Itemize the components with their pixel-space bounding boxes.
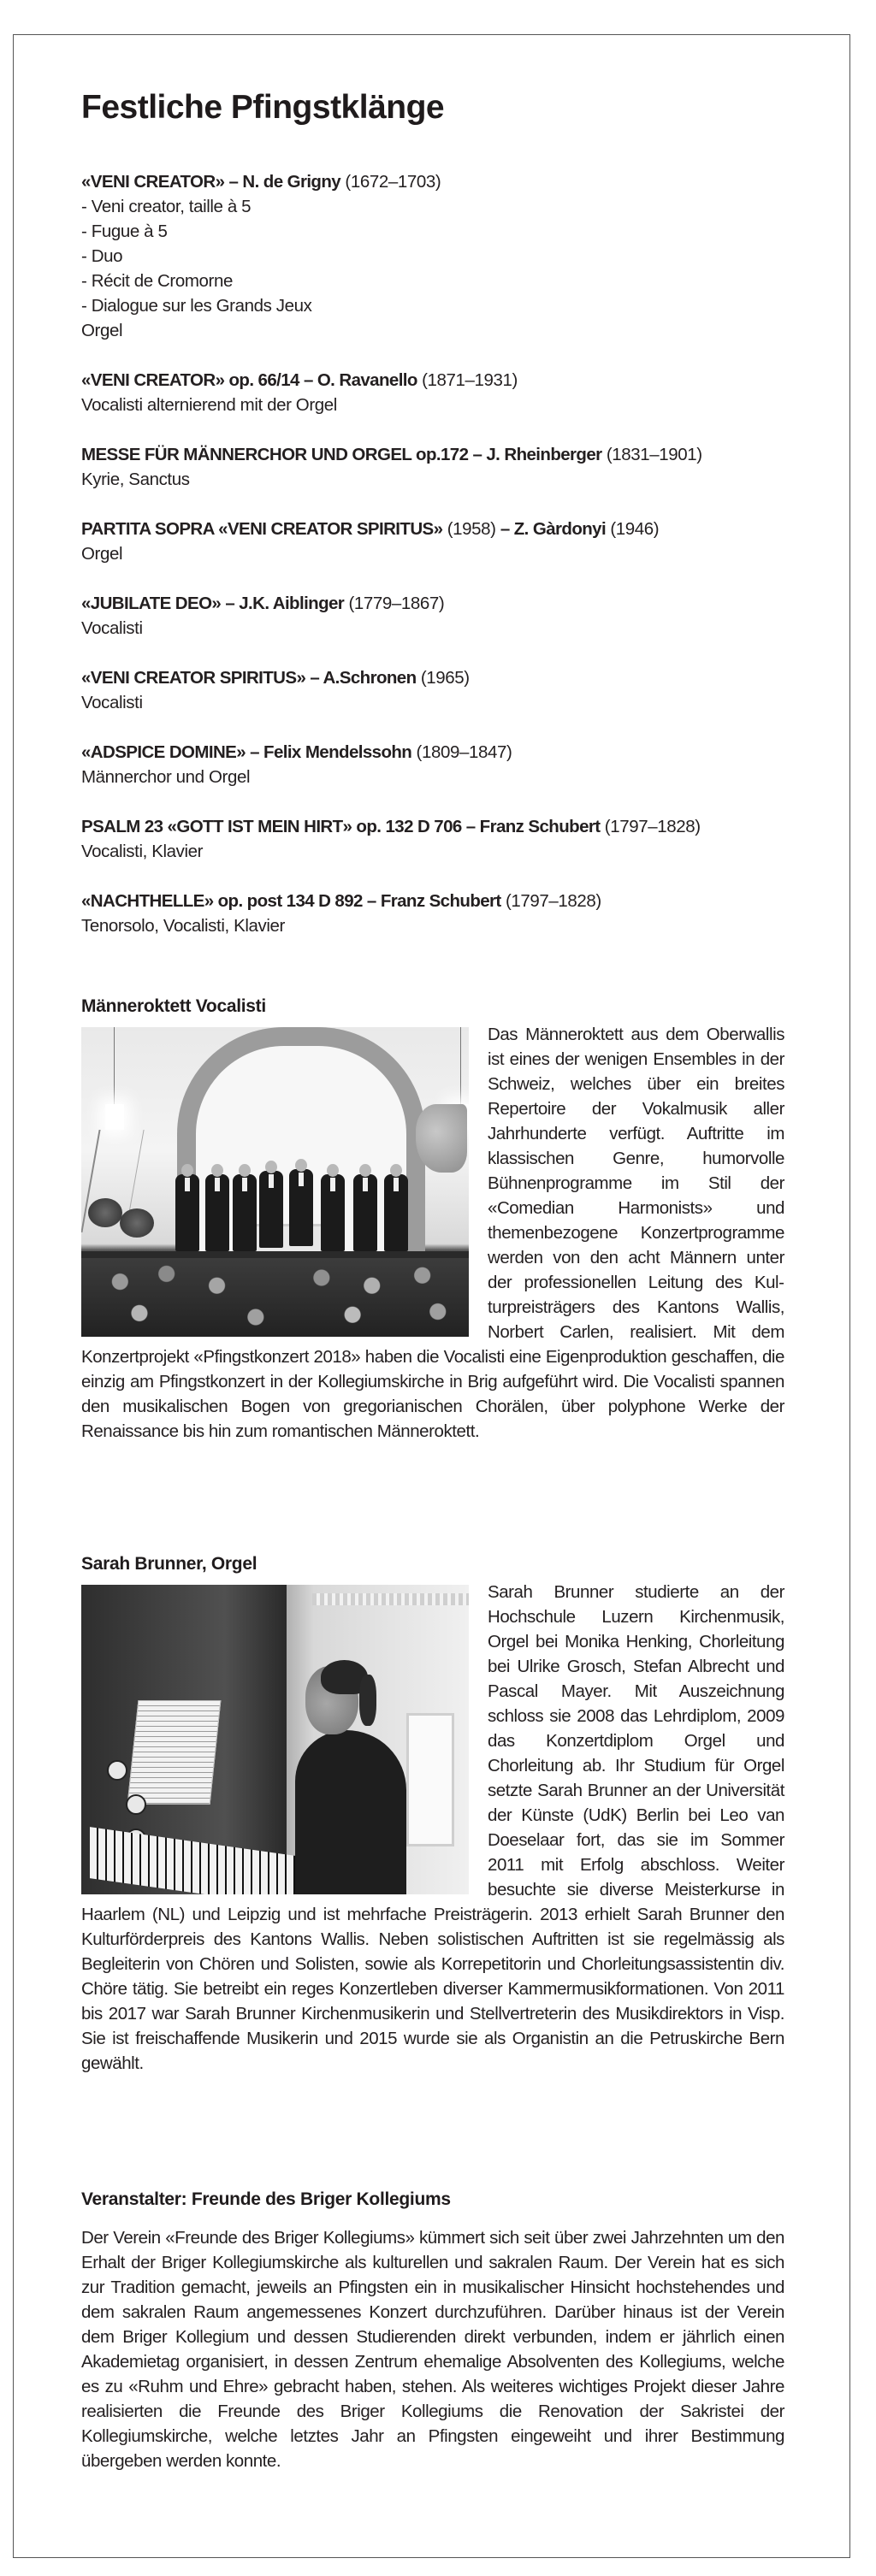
flower-arrangement <box>120 1208 154 1238</box>
brunner-photo <box>81 1585 469 1894</box>
work-year: (1958) <box>447 519 496 539</box>
church-lamp <box>105 1104 124 1130</box>
section-text: Sarah Brunner studierte an der Hochschule Luzern Kirchenmusik, Orgel bei Monika Henking, Chorleitung bei Ulrike Grosch, Stefan Albrecht und Pascal Mayer. Mit Auszeichnung schloss sie 2008 das Lehrdiplom, 2009 das Konzertdiplom Orgel und Chorleitung ab. Ihr Studium für Orgel setzte Sarah Brunner an der Universität der Künste (UdK) Berlin bei Leo van Doeselaar fort, das sie im Sommer 2011 mit Erfolg abschloss. Weiter besuchte sie diverse Meisterkurse in Haarlem (NL) und Leipzig und ist mehrfache Preisträgerin. 2013 erhielt Sarah Brunner den Kulturförderpreis des Kantons Wallis. Neben solistischen Auftritten ist sie regelmässig als Begleiterin von Chören und Solisten, sowie als Korrepetitorin und Chorleitungsassistentin div. Chöre tätig. Sie betreibt ein reges Konzertleben diverser Kammermusikformationen. Von 2011 bis 2017 war Sarah Brunner Kirchenmusikerin und Stellvertreterin des Musikdirektors in Visp. Sie ist freischaffende Musikerin und 2015 wurde sie als Organistin an die Petruskirche Bern gewählt. <box>81 1582 784 2073</box>
section-brunner <box>81 1552 784 2076</box>
performers: Tenorsolo, Vocalisti, Klavier <box>81 916 285 936</box>
composer-name: – Z. Gàrdonyi <box>500 519 607 539</box>
performers: Vocalisti, Klavier <box>81 842 204 861</box>
composer-dates: (1965) <box>420 668 470 688</box>
program-item-heading <box>81 889 800 913</box>
performers: Vocalisti alternierend mit der Orgel <box>81 395 337 415</box>
composer-dates: (1871–1931) <box>422 370 518 390</box>
program-item-heading <box>81 814 800 839</box>
program-item <box>81 740 800 789</box>
program-item-heading <box>81 368 800 393</box>
program-item-heading <box>81 517 800 541</box>
organ-stop <box>107 1760 127 1781</box>
composer-dates: (1797–1828) <box>505 891 601 911</box>
wall-relief <box>416 1104 467 1173</box>
program-item <box>81 665 800 715</box>
composer-dates: (1831–1901) <box>606 445 702 464</box>
organ-stop <box>126 1794 146 1815</box>
movement: - Récit de Cromorne <box>81 271 233 291</box>
organist <box>295 1730 406 1894</box>
work-title: «NACHTHELLE» op. post 134 D 892 – Franz Schubert <box>81 891 501 911</box>
program-item-heading <box>81 740 800 765</box>
singer <box>289 1169 313 1246</box>
performers: Vocalisti <box>81 618 143 638</box>
performers: Vocalisti <box>81 693 143 712</box>
program-item-heading <box>81 665 800 690</box>
window <box>406 1713 454 1846</box>
lamp-wire <box>114 1027 115 1106</box>
flower-arrangement <box>88 1198 122 1227</box>
section-text: Das Männeroktett aus dem Oberwallis ist eines der wenigen Ensembles in der Schweiz, welches über ein breites Repertoire der Vokalmusik aller Jahrhunderte verfügt. Auftritte im klassischen Genre, humorvolle Bühnenprogramme im Stil der «Comedian Harmonists» und themenbezogene Konzertprogramme werden von den acht Männern unter der professionellen Leitung des Kulturpreisträgers des Kantons Wallis, Norbert Carlen, realisiert. Mit dem Konzertprojekt «Pfingstkonzert 2018» haben die Vocalisti eine Eigenproduktion geschaffen, die einzig am Pfingstkonzert in der Kollegiumskirche in Brig aufgeführt wird. Die Vocalisti spannen den musikalischen Bogen von gregorianischen Chorälen, über polyphone Werke der Renaissance bis hin zum romantischen Männeroktett. <box>81 1025 784 1441</box>
work-title: PSALM 23 «GOTT IST MEIN HIRT» op. 132 D 706 – Franz Schubert <box>81 817 601 836</box>
work-title: MESSE FÜR MÄNNERCHOR UND ORGEL op.172 – J. Rheinberger <box>81 445 602 464</box>
organist-ponytail <box>359 1675 376 1726</box>
program-item <box>81 889 800 938</box>
work-title: «ADSPICE DOMINE» – Felix Mendelssohn <box>81 742 412 762</box>
vocalisti-photo <box>81 1027 469 1337</box>
performers: Männerchor und Orgel <box>81 767 251 787</box>
program-item <box>81 814 800 864</box>
singer <box>233 1174 257 1251</box>
program-item <box>81 517 800 566</box>
ceiling-cornice <box>312 1593 469 1605</box>
altar-rail <box>81 1251 469 1258</box>
singer <box>175 1174 199 1251</box>
program-item-heading <box>81 169 800 194</box>
section-heading: Veranstalter: Freunde des Briger Kollegiums <box>81 2189 451 2209</box>
composer-dates: (1797–1828) <box>604 817 701 836</box>
singer <box>205 1174 229 1251</box>
work-title: «VENI CREATOR SPIRITUS» – A.Schronen <box>81 668 417 688</box>
lamp-wire <box>460 1027 461 1106</box>
section-vocalisti <box>81 995 784 1444</box>
program-item <box>81 442 800 492</box>
performers: Orgel <box>81 544 123 564</box>
movement: - Duo <box>81 246 123 266</box>
work-title: PARTITA SOPRA «VENI CREATOR SPIRITUS» <box>81 519 443 539</box>
audience <box>81 1258 469 1337</box>
singer <box>259 1171 283 1248</box>
sheet-music <box>127 1700 222 1805</box>
work-title: «VENI CREATOR» op. 66/14 – O. Ravanello <box>81 370 417 390</box>
movement: - Dialogue sur les Grands Jeux <box>81 296 312 316</box>
composer-dates: (1672–1703) <box>345 172 441 192</box>
section-heading: Männeroktett Vocalisti <box>81 996 266 1016</box>
page-title: Festliche Pfingstklänge <box>81 89 445 126</box>
singer <box>321 1174 345 1251</box>
program-item <box>81 368 800 417</box>
movement: - Fugue à 5 <box>81 222 168 241</box>
composer-dates: (1809–1847) <box>416 742 512 762</box>
program-item <box>81 169 800 343</box>
section-organizer <box>81 2188 784 2473</box>
concert-program <box>81 169 800 963</box>
program-item-heading <box>81 591 800 616</box>
movement: - Veni creator, taille à 5 <box>81 197 252 216</box>
composer-dates: (1779–1867) <box>348 594 445 613</box>
section-text: Der Verein «Freunde des Briger Kollegiums» kümmert sich seit über zwei Jahrzehnten um den Erhalt der Briger Kollegiumskirche als kulturellen und sakralen Raum. Der Verein hat es sich zur Tradition gemacht, jeweils an Pfingsten ein in musikalischer Hinsicht hochstehendes und dem sakralen Raum angemessenes Konzert durchzuführen. Darüber hinaus ist der Verein dem Briger Kollegium und dessen Studierenden direkt verbunden, indem er jährlich einen Akademietag organisiert, in dessen Zentrum ehemalige Absolventen des Kollegiums, welche es zu «Ruhm und Ehre» gebracht haben, stehen. Als weiteres wichtiges Projekt dieser Jahre realisierten die Freunde des Briger Kollegiums die Renovation der Sakristei der Kollegiumskirche, welche letztes Jahr an Pfingsten eingeweiht und ihrer Bestimmung übergeben werden konnte. <box>81 2228 784 2471</box>
movements: Kyrie, Sanctus <box>81 470 190 489</box>
performers: Orgel <box>81 321 123 340</box>
composer-dates: (1946) <box>610 519 660 539</box>
program-item-heading <box>81 442 800 467</box>
program-item <box>81 591 800 641</box>
work-title: «VENI CREATOR» – N. de Grigny <box>81 172 341 192</box>
singer <box>353 1174 377 1251</box>
work-title: «JUBILATE DEO» – J.K. Aiblinger <box>81 594 345 613</box>
singer <box>384 1174 408 1251</box>
section-heading: Sarah Brunner, Orgel <box>81 1554 257 1574</box>
